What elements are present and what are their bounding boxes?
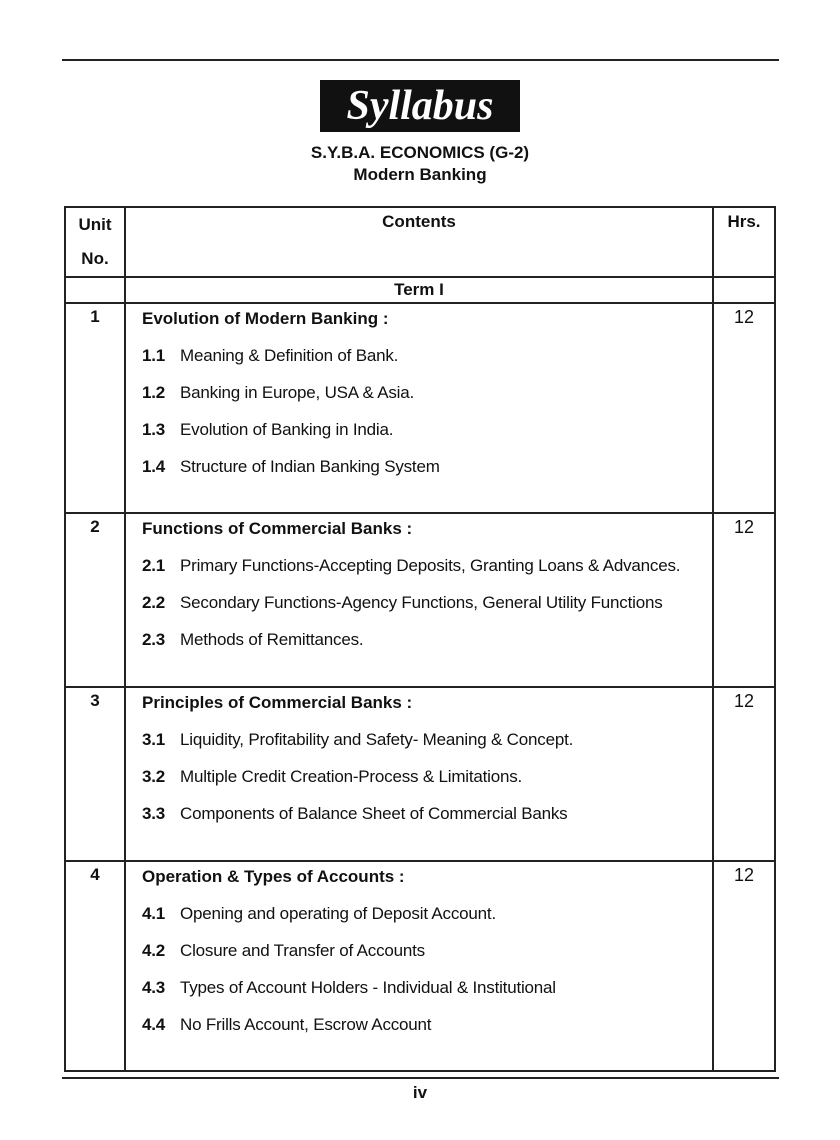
unit-title: Functions of Commercial Banks : bbox=[142, 519, 413, 538]
unit-row bbox=[65, 303, 775, 513]
topic-text: Multiple Credit Creation-Process & Limitations. bbox=[180, 767, 523, 786]
term-row bbox=[65, 277, 775, 303]
unit-contents bbox=[125, 687, 713, 861]
topic-item bbox=[142, 802, 708, 826]
topic-text: Closure and Transfer of Accounts bbox=[180, 941, 425, 960]
topic-number: 1.4 bbox=[142, 457, 166, 476]
topic-item bbox=[142, 765, 708, 789]
topic-number: 2.2 bbox=[142, 593, 166, 612]
unit-contents bbox=[125, 861, 713, 1071]
topic-number: 1.1 bbox=[142, 346, 166, 365]
course-code: S.Y.B.A. ECONOMICS (G-2) bbox=[310, 143, 530, 162]
topic-number: 3.3 bbox=[142, 804, 166, 823]
topic-item bbox=[142, 1013, 708, 1037]
syllabus-banner: Syllabus bbox=[320, 80, 520, 132]
unit-title: Evolution of Modern Banking : bbox=[142, 309, 389, 328]
topic-text: Components of Balance Sheet of Commercial Banks bbox=[180, 804, 568, 823]
topic-item bbox=[142, 344, 708, 368]
top-rule bbox=[62, 59, 779, 61]
topic-item bbox=[142, 939, 708, 963]
topic-item bbox=[142, 381, 708, 405]
bottom-rule bbox=[62, 1077, 779, 1079]
header-hrs: Hrs. bbox=[713, 207, 775, 277]
topic-text: Methods of Remittances. bbox=[180, 630, 364, 649]
unit-row bbox=[65, 687, 775, 861]
unit-hours: 12 bbox=[713, 513, 775, 687]
topic-item bbox=[142, 976, 708, 1000]
topic-item bbox=[142, 902, 708, 926]
topic-text: Primary Functions-Accepting Deposits, Granting Loans & Advances. bbox=[180, 556, 681, 575]
topic-number: 1.2 bbox=[142, 383, 166, 402]
topic-text: Types of Account Holders - Individual & Institutional bbox=[180, 978, 556, 997]
unit-row bbox=[65, 861, 775, 1071]
topic-text: No Frills Account, Escrow Account bbox=[180, 1015, 432, 1034]
table-header-row bbox=[65, 207, 775, 277]
topic-text: Secondary Functions-Agency Functions, General Utility Functions bbox=[180, 593, 663, 612]
header-unit-no bbox=[65, 207, 125, 277]
topic-number: 3.2 bbox=[142, 767, 166, 786]
unit-number: 2 bbox=[65, 513, 125, 687]
unit-row bbox=[65, 513, 775, 687]
unit-hours: 12 bbox=[713, 303, 775, 513]
topic-item bbox=[142, 728, 708, 752]
course-heading bbox=[0, 142, 840, 186]
unit-number: 1 bbox=[65, 303, 125, 513]
course-title: Modern Banking bbox=[353, 165, 487, 184]
topic-text: Meaning & Definition of Bank. bbox=[180, 346, 399, 365]
topic-item bbox=[142, 591, 708, 615]
topic-text: Structure of Indian Banking System bbox=[180, 457, 440, 476]
unit-title: Principles of Commercial Banks : bbox=[142, 693, 413, 712]
unit-number: 3 bbox=[65, 687, 125, 861]
topic-number: 4.3 bbox=[142, 978, 166, 997]
unit-contents bbox=[125, 513, 713, 687]
header-no-label: No. bbox=[81, 249, 109, 268]
topic-number: 4.2 bbox=[142, 941, 166, 960]
unit-hours: 12 bbox=[713, 687, 775, 861]
term-spacer-left bbox=[65, 277, 125, 303]
term-spacer-right bbox=[713, 277, 775, 303]
topic-number: 2.3 bbox=[142, 630, 166, 649]
topic-number: 4.4 bbox=[142, 1015, 166, 1034]
topic-text: Banking in Europe, USA & Asia. bbox=[180, 383, 415, 402]
unit-contents bbox=[125, 303, 713, 513]
topic-text: Evolution of Banking in India. bbox=[180, 420, 394, 439]
topic-item bbox=[142, 455, 708, 479]
topic-text: Liquidity, Profitability and Safety- Meaning & Concept. bbox=[180, 730, 574, 749]
topic-number: 2.1 bbox=[142, 556, 166, 575]
unit-hours: 12 bbox=[713, 861, 775, 1071]
topic-text: Opening and operating of Deposit Account. bbox=[180, 904, 496, 923]
syllabus-table bbox=[64, 206, 776, 1072]
topic-number: 3.1 bbox=[142, 730, 166, 749]
topic-item bbox=[142, 418, 708, 442]
topic-number: 1.3 bbox=[142, 420, 166, 439]
topic-number: 4.1 bbox=[142, 904, 166, 923]
unit-number: 4 bbox=[65, 861, 125, 1071]
header-unit-label: Unit bbox=[78, 215, 112, 234]
term-label: Term I bbox=[125, 277, 713, 303]
unit-title: Operation & Types of Accounts : bbox=[142, 867, 405, 886]
header-contents: Contents bbox=[125, 207, 713, 277]
page-number: iv bbox=[412, 1083, 428, 1102]
topic-item bbox=[142, 628, 708, 652]
topic-item bbox=[142, 554, 708, 578]
